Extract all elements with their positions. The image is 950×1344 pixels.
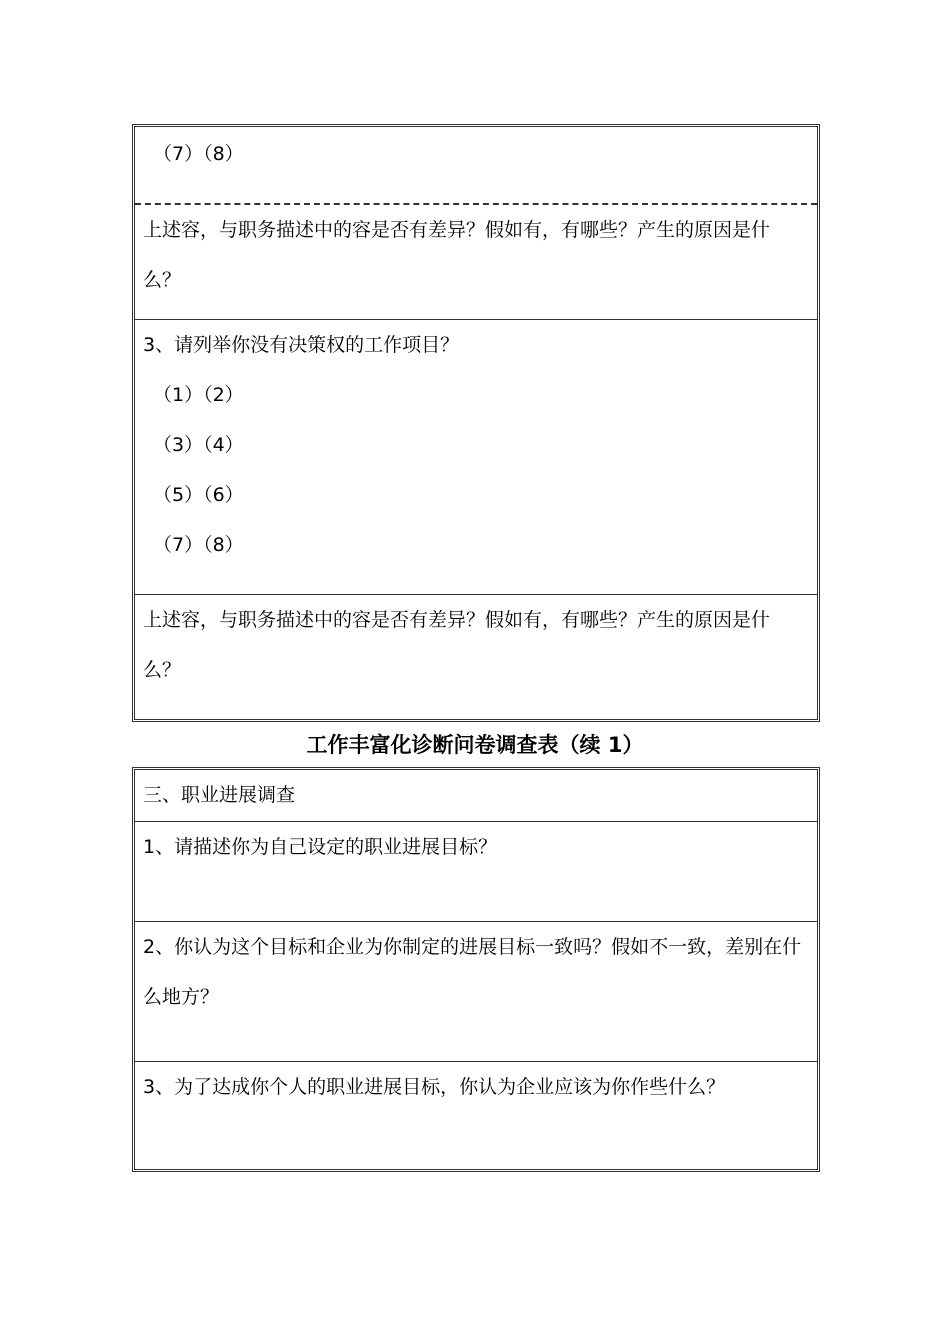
question-line: 上述容，与职务描述中的容是否有差异？假如有，有哪些？产生的原因是什 [143, 219, 771, 241]
answer-line: （3）（4） [153, 434, 244, 456]
career-goal-question-row [135, 821, 817, 921]
section-header-row [135, 770, 817, 821]
answer-line: （7）（8） [153, 143, 244, 165]
questionnaire-table-1 [132, 124, 820, 722]
answer-row-7-8 [135, 127, 817, 203]
question-line: 1、请描述你为自己设定的职业进展目标？ [143, 836, 498, 858]
goal-consistency-question-row [135, 921, 817, 1061]
question-line: 么地方？ [143, 986, 220, 1008]
answer-line: （5）（6） [153, 484, 244, 506]
questionnaire-table-2 [132, 767, 820, 1172]
question-line: 上述容，与职务描述中的容是否有差异？假如有，有哪些？产生的原因是什 [143, 609, 771, 631]
question-line: 3、请列举你没有决策权的工作项目？ [143, 334, 460, 356]
answer-line: （7）（8） [153, 534, 244, 556]
no-decision-items-row [135, 319, 817, 594]
question-line: 么？ [143, 269, 182, 291]
answer-line: （1）（2） [153, 384, 244, 406]
question-line: 2、你认为这个目标和企业为你制定的进展目标一致吗？假如不一致，差别在什 [143, 936, 802, 958]
company-support-question-row [135, 1061, 817, 1169]
question-line: 3、为了达成你个人的职业进展目标，你认为企业应该为你作些什么？ [143, 1076, 726, 1098]
difference-question-row [135, 203, 817, 319]
section-title: 工作丰富化诊断问卷调查表（续 1） [306, 733, 644, 757]
section-heading: 三、职业进展调查 [143, 784, 296, 806]
difference-question-row [135, 594, 817, 719]
question-line: 么？ [143, 659, 182, 681]
